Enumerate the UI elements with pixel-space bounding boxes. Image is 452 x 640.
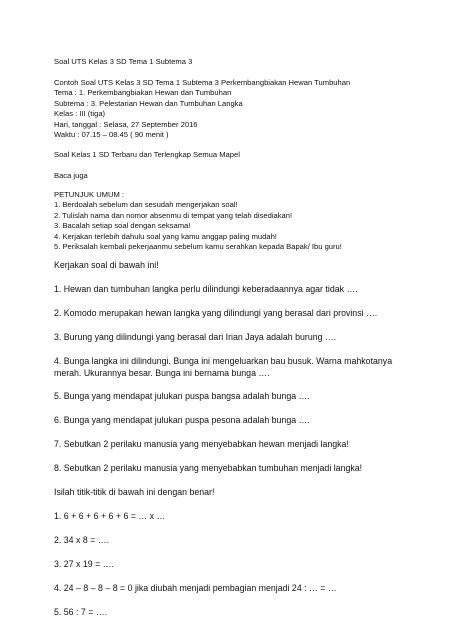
fill-question-1: 1. 6 + 6 + 6 + 6 + 6 = … x … (54, 511, 166, 521)
question-4: 4. Bunga langka ini dilindungi. Bunga ini mengeluarkan bau busuk. Warna mahkotanya merah. Ukurannya besar. Bunga ini bernama bunga …. (54, 356, 393, 379)
instruction-item: 3. Bacalah setiap soal dengan seksama! (54, 221, 191, 231)
fill-question-4: 4. 24 – 8 – 8 – 8 = 0 jika diubah menjadi pembagian menjadi 24 : … = … (54, 583, 337, 593)
header-line: Contoh Soal UTS Kelas 3 SD Tema 1 Subtema 3 Perkembangbiakan Hewan Tumbuhan (54, 78, 351, 87)
header-tema: Tema : 1. Perkembangbiakan Hewan dan Tumbuhan (54, 88, 232, 98)
fill-question-2: 2. 34 x 8 = …. (54, 535, 110, 545)
header-waktu: Waktu : 07.15 – 08.45 ( 90 menit ) (54, 130, 169, 140)
instructions-heading: PETUNJUK UMUM : (54, 190, 125, 199)
document-title: Soal UTS Kelas 3 SD Tema 1 Subtema 3 (54, 57, 193, 66)
instruction-item: 5. Periksalah kembali pekerjaanmu sebelum kamu serahkan kepada Bapak/ Ibu guru! (54, 242, 342, 252)
question-5: 5. Bunga yang mendapat julukan puspa bangsa adalah bunga …. (54, 391, 310, 401)
header-tanggal: Hari, tanggal : Selasa, 27 September 2016 (54, 119, 198, 129)
instruction-item: 1. Berdoalah sebelum dan sesudah mengerjakan soal! (54, 200, 238, 210)
question-2: 2. Komodo merupakan hewan langka yang dilindungi yang berasal dari provinsi …. (54, 308, 378, 318)
fill-question-3: 3. 27 x 19 = …. (54, 559, 114, 569)
section1-heading: Kerjakan soal di bawah ini! (54, 260, 159, 270)
question-1: 1. Hewan dan tumbuhan langka perlu dilindungi keberadaannya agar tidak …. (54, 284, 358, 294)
question-3: 3. Burung yang dilindungi yang berasal dari Irian Jaya adalah burung …. (54, 332, 337, 342)
instructions (54, 190, 434, 252)
instruction-item: 4. Kerjakan terlebih dahulu soal yang kamu anggap paling mudah! (54, 231, 277, 241)
question-6: 6. Bunga yang mendapat julukan puspa pesona adalah bunga …. (54, 415, 310, 425)
section2-heading: Isilah titik-titik di bawah ini dengan benar! (54, 487, 215, 497)
question-8: 8. Sebutkan 2 perilaku manusia yang menyebabkan tumbuhan menjadi langka! (54, 463, 363, 473)
question-7: 7. Sebutkan 2 perilaku manusia yang menyebabkan hewan menjadi langka! (54, 439, 349, 449)
baca-juga: Baca juga (54, 171, 88, 180)
header-kelas: Kelas : III (tiga) (54, 109, 106, 119)
related-link[interactable]: Soal Kelas 1 SD Terbaru dan Terlengkap Semua Mapel (54, 150, 240, 159)
instruction-item: 2. Tulislah nama dan nomor absenmu di tempat yang telah disediakan! (54, 210, 293, 220)
header-subtema: Subtema : 3. Pelestarian Hewan dan Tumbuhan Langka (54, 98, 243, 108)
document-header (54, 78, 434, 140)
fill-question-5: 5. 56 : 7 = …. (54, 607, 108, 617)
